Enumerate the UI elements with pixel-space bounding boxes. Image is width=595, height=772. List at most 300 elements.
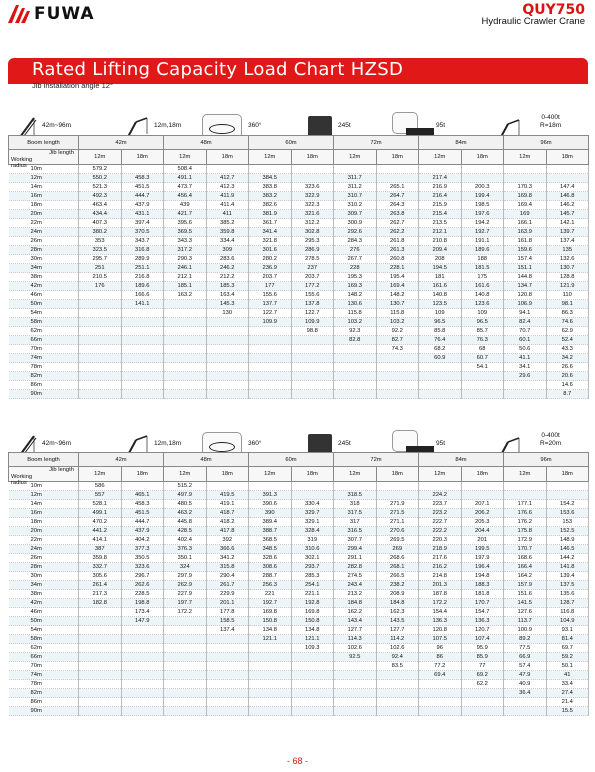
capacity-cell xyxy=(334,689,377,698)
capacity-cell xyxy=(291,689,334,698)
capacity-cell xyxy=(546,174,589,183)
capacity-cell: 148.9 xyxy=(546,536,589,545)
capacity-cell xyxy=(546,482,589,491)
table-row xyxy=(9,617,589,626)
capacity-cell xyxy=(291,482,334,491)
capacity-cell: 295.3 xyxy=(291,237,334,246)
capacity-cell: 586 xyxy=(79,482,122,491)
radius-cell: 30m xyxy=(9,572,79,581)
radius-cell: 18m xyxy=(9,518,79,527)
table-row xyxy=(9,345,589,354)
jib-length-col: 12m xyxy=(249,150,292,165)
capacity-cell: 92.5 xyxy=(334,653,377,662)
capacity-cell: 322.9 xyxy=(291,192,334,201)
capacity-cell: 68 xyxy=(461,345,504,354)
capacity-cell: 463.4 xyxy=(79,201,122,210)
capacity-cell xyxy=(164,390,207,399)
capacity-cell: 175.8 xyxy=(504,527,547,536)
capacity-cell xyxy=(121,165,164,174)
capacity-cell xyxy=(376,689,419,698)
capacity-cell: 163.4 xyxy=(206,291,249,300)
capacity-cell xyxy=(79,300,122,309)
capacity-cell: 261.7 xyxy=(206,581,249,590)
capacity-cell: 497.9 xyxy=(164,491,207,500)
capacity-cell xyxy=(206,662,249,671)
radius-cell: 58m xyxy=(9,318,79,327)
capacity-cell: 120.8 xyxy=(419,626,462,635)
capacity-cell: 418.7 xyxy=(206,509,249,518)
table-row xyxy=(9,183,589,192)
capacity-cell xyxy=(291,345,334,354)
capacity-cell: 177.2 xyxy=(291,282,334,291)
capacity-cell xyxy=(419,363,462,372)
capacity-cell: 130 xyxy=(206,309,249,318)
capacity-cell: 323.6 xyxy=(291,183,334,192)
rotation-icon xyxy=(209,124,235,134)
capacity-cell xyxy=(291,390,334,399)
capacity-cell: 286.9 xyxy=(291,246,334,255)
radius-cell: 18m xyxy=(9,201,79,210)
capacity-cell: 251.1 xyxy=(121,264,164,273)
capacity-cell: 43.3 xyxy=(546,345,589,354)
capacity-cell: 310.7 xyxy=(334,192,377,201)
capacity-cell: 213.2 xyxy=(334,590,377,599)
capacity-cell: 89.2 xyxy=(504,635,547,644)
capacity-cell: 228.5 xyxy=(121,590,164,599)
capacity-cell: 150.8 xyxy=(249,617,292,626)
capacity-cell: 264.3 xyxy=(376,201,419,210)
capacity-cell: 166.6 xyxy=(121,291,164,300)
capacity-cell: 341.4 xyxy=(249,228,292,237)
capacity-cell xyxy=(249,707,292,716)
capacity-cell: 26.6 xyxy=(546,363,589,372)
capacity-cell xyxy=(164,345,207,354)
capacity-cell: 348.5 xyxy=(249,545,292,554)
capacity-cell: 137.7 xyxy=(249,300,292,309)
capacity-cell xyxy=(376,707,419,716)
capacity-cell xyxy=(79,626,122,635)
capacity-cell: 200.3 xyxy=(461,183,504,192)
capacity-cell: 227.9 xyxy=(164,590,207,599)
capacity-cell: 57.4 xyxy=(504,662,547,671)
capacity-cell: 218.9 xyxy=(419,545,462,554)
capacity-cell: 417.8 xyxy=(206,527,249,536)
capacity-cell: 302.8 xyxy=(291,228,334,237)
capacity-cell: 283.6 xyxy=(206,255,249,264)
capacity-cell: 198.8 xyxy=(121,599,164,608)
capacity-cell xyxy=(164,644,207,653)
capacity-cell: 260.8 xyxy=(376,255,419,264)
capacity-cell xyxy=(249,680,292,689)
capacity-cell: 69.7 xyxy=(546,644,589,653)
radius-cell: 20m xyxy=(9,210,79,219)
capacity-cell: 491.1 xyxy=(164,174,207,183)
jib-length-col: 18m xyxy=(291,150,334,165)
capacity-cell: 418.2 xyxy=(206,518,249,527)
capacity-cell: 383.2 xyxy=(249,192,292,201)
capacity-cell: 137.4 xyxy=(546,237,589,246)
table-row xyxy=(9,635,589,644)
capacity-cell: 137.4 xyxy=(206,626,249,635)
jib-length-header: Jib length xyxy=(49,150,74,156)
capacity-cell: 181.5 xyxy=(461,264,504,273)
capacity-cell: 451.5 xyxy=(121,183,164,192)
capacity-cell: 34.2 xyxy=(546,354,589,363)
load-chart-table xyxy=(8,135,589,399)
capacity-cell xyxy=(249,381,292,390)
capacity-cell xyxy=(376,698,419,707)
capacity-cell: 140.8 xyxy=(461,291,504,300)
capacity-cell: 238.2 xyxy=(376,581,419,590)
capacity-cell: 137.5 xyxy=(546,581,589,590)
capacity-cell: 181.8 xyxy=(461,590,504,599)
radius-cell: 46m xyxy=(9,291,79,300)
capacity-cell: 176.6 xyxy=(504,509,547,518)
capacity-cell: 268.6 xyxy=(376,554,419,563)
capacity-cell: 343.7 xyxy=(121,237,164,246)
jib-length-col: 18m xyxy=(546,150,589,165)
capacity-cell: 310.2 xyxy=(334,201,377,210)
capacity-cell: 412.3 xyxy=(206,183,249,192)
capacity-cell: 508.4 xyxy=(164,165,207,174)
capacity-cell: 169.8 xyxy=(291,608,334,617)
capacity-cell xyxy=(376,482,419,491)
capacity-cell xyxy=(291,680,334,689)
capacity-cell: 20.6 xyxy=(546,372,589,381)
capacity-cell: 170.7 xyxy=(504,545,547,554)
capacity-cell xyxy=(164,680,207,689)
capacity-cell xyxy=(291,165,334,174)
table-row xyxy=(9,192,589,201)
capacity-cell: 66.9 xyxy=(504,653,547,662)
capacity-cell: 319 xyxy=(291,536,334,545)
table-row xyxy=(9,599,589,608)
capacity-cell xyxy=(291,363,334,372)
capacity-cell xyxy=(121,671,164,680)
capacity-cell: 256.3 xyxy=(249,581,292,590)
capacity-cell: 421.7 xyxy=(164,210,207,219)
capacity-cell: 70.7 xyxy=(504,327,547,336)
capacity-cell: 184.8 xyxy=(376,599,419,608)
capacity-cell xyxy=(79,291,122,300)
capacity-cell: 145.7 xyxy=(546,210,589,219)
capacity-cell: 284.3 xyxy=(334,237,377,246)
capacity-cell xyxy=(206,707,249,716)
capacity-cell: 383.8 xyxy=(249,183,292,192)
capacity-cell: 62.2 xyxy=(461,680,504,689)
capacity-cell: 182.8 xyxy=(79,599,122,608)
capacity-cell: 411.4 xyxy=(206,201,249,210)
capacity-cell: 465.1 xyxy=(121,491,164,500)
capacity-cell: 350.5 xyxy=(121,554,164,563)
capacity-cell: 184.8 xyxy=(334,599,377,608)
capacity-cell: 215.4 xyxy=(419,210,462,219)
radius-cell: 62m xyxy=(9,644,79,653)
capacity-cell: 212.2 xyxy=(206,273,249,282)
capacity-cell: 411.9 xyxy=(206,192,249,201)
radius-cell: 34m xyxy=(9,264,79,273)
capacity-cell: 189.6 xyxy=(461,246,504,255)
capacity-cell: 261.3 xyxy=(376,246,419,255)
capacity-cell xyxy=(121,680,164,689)
capacity-cell: 15.5 xyxy=(546,707,589,716)
jib-length-col: 18m xyxy=(546,467,589,482)
radius-cell: 74m xyxy=(9,354,79,363)
capacity-cell: 271.5 xyxy=(376,509,419,518)
capacity-cell: 212.1 xyxy=(164,273,207,282)
capacity-cell: 209.4 xyxy=(419,246,462,255)
capacity-cell: 141.5 xyxy=(504,599,547,608)
capacity-cell: 254.1 xyxy=(291,581,334,590)
capacity-cell: 130.7 xyxy=(546,264,589,273)
capacity-cell: 192.7 xyxy=(249,599,292,608)
capacity-cell: 470.2 xyxy=(79,518,122,527)
radius-cell: 50m xyxy=(9,617,79,626)
capacity-cell xyxy=(249,662,292,671)
weight-label: 95t xyxy=(436,440,446,447)
capacity-cell xyxy=(419,680,462,689)
capacity-cell: 557 xyxy=(79,491,122,500)
capacity-cell: 154.7 xyxy=(461,608,504,617)
capacity-cell: 157.4 xyxy=(504,255,547,264)
capacity-cell: 208.9 xyxy=(376,590,419,599)
capacity-cell: 451.5 xyxy=(121,509,164,518)
page-number: - 68 - xyxy=(286,756,308,766)
capacity-cell: 236.9 xyxy=(249,264,292,273)
table-row xyxy=(9,264,589,273)
table-row xyxy=(9,165,589,174)
capacity-cell: 107.4 xyxy=(461,635,504,644)
capacity-cell xyxy=(164,372,207,381)
capacity-cell xyxy=(121,698,164,707)
capacity-cell: 194.2 xyxy=(461,219,504,228)
table-row xyxy=(9,536,589,545)
capacity-cell xyxy=(504,698,547,707)
capacity-cell xyxy=(121,707,164,716)
table-row xyxy=(9,228,589,237)
capacity-cell: 328.6 xyxy=(249,554,292,563)
radius-cell: 30m xyxy=(9,255,79,264)
capacity-cell: 113.7 xyxy=(504,617,547,626)
brand-name: FUWA xyxy=(34,4,95,24)
capacity-cell: 161.6 xyxy=(419,282,462,291)
radius-cell: 28m xyxy=(9,246,79,255)
capacity-cell: 389.4 xyxy=(249,518,292,527)
capacity-cell: 36.4 xyxy=(504,689,547,698)
capacity-cell xyxy=(206,671,249,680)
capacity-cell: 77.2 xyxy=(419,662,462,671)
radius-cell: 86m xyxy=(9,381,79,390)
capacity-cell: 76.4 xyxy=(419,336,462,345)
table-row xyxy=(9,581,589,590)
capacity-cell: 98.8 xyxy=(291,327,334,336)
capacity-cell: 82.7 xyxy=(376,336,419,345)
capacity-cell: 121.9 xyxy=(546,282,589,291)
table-row xyxy=(9,554,589,563)
capacity-cell: 437.9 xyxy=(121,201,164,210)
capacity-cell xyxy=(206,653,249,662)
jib-length-header: Jib length xyxy=(49,467,74,473)
capacity-cell: 134.8 xyxy=(249,626,292,635)
capacity-cell: 103.2 xyxy=(334,318,377,327)
rotation-label: 360° xyxy=(248,440,262,447)
capacity-cell: 480.5 xyxy=(164,500,207,509)
capacity-cell xyxy=(121,345,164,354)
capacity-cell xyxy=(79,617,122,626)
radius-cell: 28m xyxy=(9,563,79,572)
capacity-cell: 289.9 xyxy=(121,255,164,264)
capacity-cell: 122.7 xyxy=(249,309,292,318)
capacity-cell: 296.7 xyxy=(121,572,164,581)
capacity-cell: 159.6 xyxy=(504,246,547,255)
capacity-cell xyxy=(334,372,377,381)
capacity-cell: 106.9 xyxy=(504,300,547,309)
capacity-cell xyxy=(164,300,207,309)
capacity-cell: 151.6 xyxy=(504,590,547,599)
capacity-cell xyxy=(121,336,164,345)
capacity-cell: 262.9 xyxy=(164,581,207,590)
capacity-cell: 343.3 xyxy=(164,237,207,246)
capacity-cell: 329.7 xyxy=(291,509,334,518)
radius-cell: 20m xyxy=(9,527,79,536)
capacity-cell: 243.4 xyxy=(334,581,377,590)
radius-cell: 38m xyxy=(9,590,79,599)
capacity-cell xyxy=(546,165,589,174)
capacity-cell: 368.5 xyxy=(249,536,292,545)
capacity-cell: 265.1 xyxy=(376,183,419,192)
model-name: QUY750 xyxy=(522,2,585,18)
radius-cell: 66m xyxy=(9,336,79,345)
capacity-cell: 123.5 xyxy=(419,300,462,309)
capacity-cell: 29.6 xyxy=(504,372,547,381)
capacity-cell: 120.8 xyxy=(504,291,547,300)
capacity-cell: 315.8 xyxy=(206,563,249,572)
capacity-cell: 154.2 xyxy=(546,500,589,509)
table-row xyxy=(9,482,589,491)
capacity-cell xyxy=(504,381,547,390)
capacity-cell xyxy=(206,689,249,698)
table-row xyxy=(9,282,589,291)
capacity-cell: 69.2 xyxy=(461,671,504,680)
capacity-cell: 278.5 xyxy=(291,255,334,264)
capacity-cell: 76.3 xyxy=(461,336,504,345)
capacity-cell xyxy=(121,363,164,372)
capacity-cell xyxy=(419,372,462,381)
table-row xyxy=(9,680,589,689)
capacity-cell xyxy=(504,390,547,399)
capacity-cell xyxy=(419,689,462,698)
capacity-cell xyxy=(121,390,164,399)
capacity-cell: 318.5 xyxy=(334,491,377,500)
capacity-cell xyxy=(79,707,122,716)
capacity-cell xyxy=(419,698,462,707)
capacity-cell xyxy=(376,491,419,500)
capacity-cell: 192.7 xyxy=(461,228,504,237)
capacity-cell xyxy=(121,327,164,336)
capacity-cell: 115.8 xyxy=(334,309,377,318)
jib-length-col: 12m xyxy=(334,467,377,482)
capacity-cell: 130.7 xyxy=(376,300,419,309)
table-row xyxy=(9,491,589,500)
capacity-cell xyxy=(206,381,249,390)
range-label: 0-400t xyxy=(541,432,560,439)
capacity-cell: 86 xyxy=(419,653,462,662)
capacity-cell: 310.6 xyxy=(291,545,334,554)
boom-length-col: 48m xyxy=(164,136,249,150)
capacity-cell xyxy=(206,698,249,707)
capacity-cell: 300.9 xyxy=(334,219,377,228)
radius-cell: 54m xyxy=(9,309,79,318)
brand-logo xyxy=(8,4,95,24)
capacity-cell: 122.7 xyxy=(291,309,334,318)
radius-cell: 22m xyxy=(9,219,79,228)
capacity-cell xyxy=(121,626,164,635)
capacity-cell: 266.5 xyxy=(376,572,419,581)
capacity-cell xyxy=(504,707,547,716)
weight-label: 95t xyxy=(436,122,446,129)
table-row xyxy=(9,363,589,372)
capacity-cell: 445.8 xyxy=(164,518,207,527)
capacity-cell xyxy=(79,309,122,318)
capacity-cell: 60.7 xyxy=(461,354,504,363)
capacity-cell: 59.2 xyxy=(546,653,589,662)
capacity-cell: 370.5 xyxy=(121,228,164,237)
capacity-cell: 419.1 xyxy=(206,500,249,509)
capacity-cell: 169.4 xyxy=(504,201,547,210)
capacity-cell: 217.6 xyxy=(419,554,462,563)
capacity-cell: 321.8 xyxy=(249,237,292,246)
capacity-cell: 458.3 xyxy=(121,500,164,509)
jib-length-col: 12m xyxy=(79,467,122,482)
table-row xyxy=(9,237,589,246)
capacity-cell: 251 xyxy=(79,264,122,273)
capacity-cell: 210.5 xyxy=(79,273,122,282)
capacity-cell xyxy=(206,327,249,336)
capacity-cell: 456.4 xyxy=(164,192,207,201)
radius-cell: 70m xyxy=(9,345,79,354)
radius-cell: 12m xyxy=(9,491,79,500)
capacity-cell: 246.1 xyxy=(164,264,207,273)
capacity-cell: 350.1 xyxy=(164,554,207,563)
capacity-cell: 115.8 xyxy=(376,309,419,318)
capacity-cell: 261.4 xyxy=(79,581,122,590)
capacity-cell: 185.1 xyxy=(164,282,207,291)
capacity-cell: 161.6 xyxy=(461,282,504,291)
capacity-cell: 201 xyxy=(461,536,504,545)
capacity-cell xyxy=(79,680,122,689)
capacity-cell xyxy=(206,372,249,381)
capacity-cell: 361.7 xyxy=(249,219,292,228)
radius-cell: 34m xyxy=(9,581,79,590)
capacity-cell: 92.3 xyxy=(334,327,377,336)
capacity-cell xyxy=(419,165,462,174)
capacity-cell: 143.4 xyxy=(334,617,377,626)
capacity-cell xyxy=(291,662,334,671)
capacity-cell: 177.8 xyxy=(206,608,249,617)
capacity-cell xyxy=(206,354,249,363)
capacity-cell xyxy=(504,482,547,491)
boom-length-col: 48m xyxy=(164,453,249,467)
capacity-cell xyxy=(249,372,292,381)
radius-cell: 62m xyxy=(9,327,79,336)
table-row xyxy=(9,174,589,183)
capacity-cell: 220.3 xyxy=(419,536,462,545)
capacity-cell xyxy=(206,165,249,174)
table-row xyxy=(9,707,589,716)
radius-cell: 54m xyxy=(9,626,79,635)
jib-length-col: 12m xyxy=(504,467,547,482)
capacity-cell: 359.8 xyxy=(79,554,122,563)
